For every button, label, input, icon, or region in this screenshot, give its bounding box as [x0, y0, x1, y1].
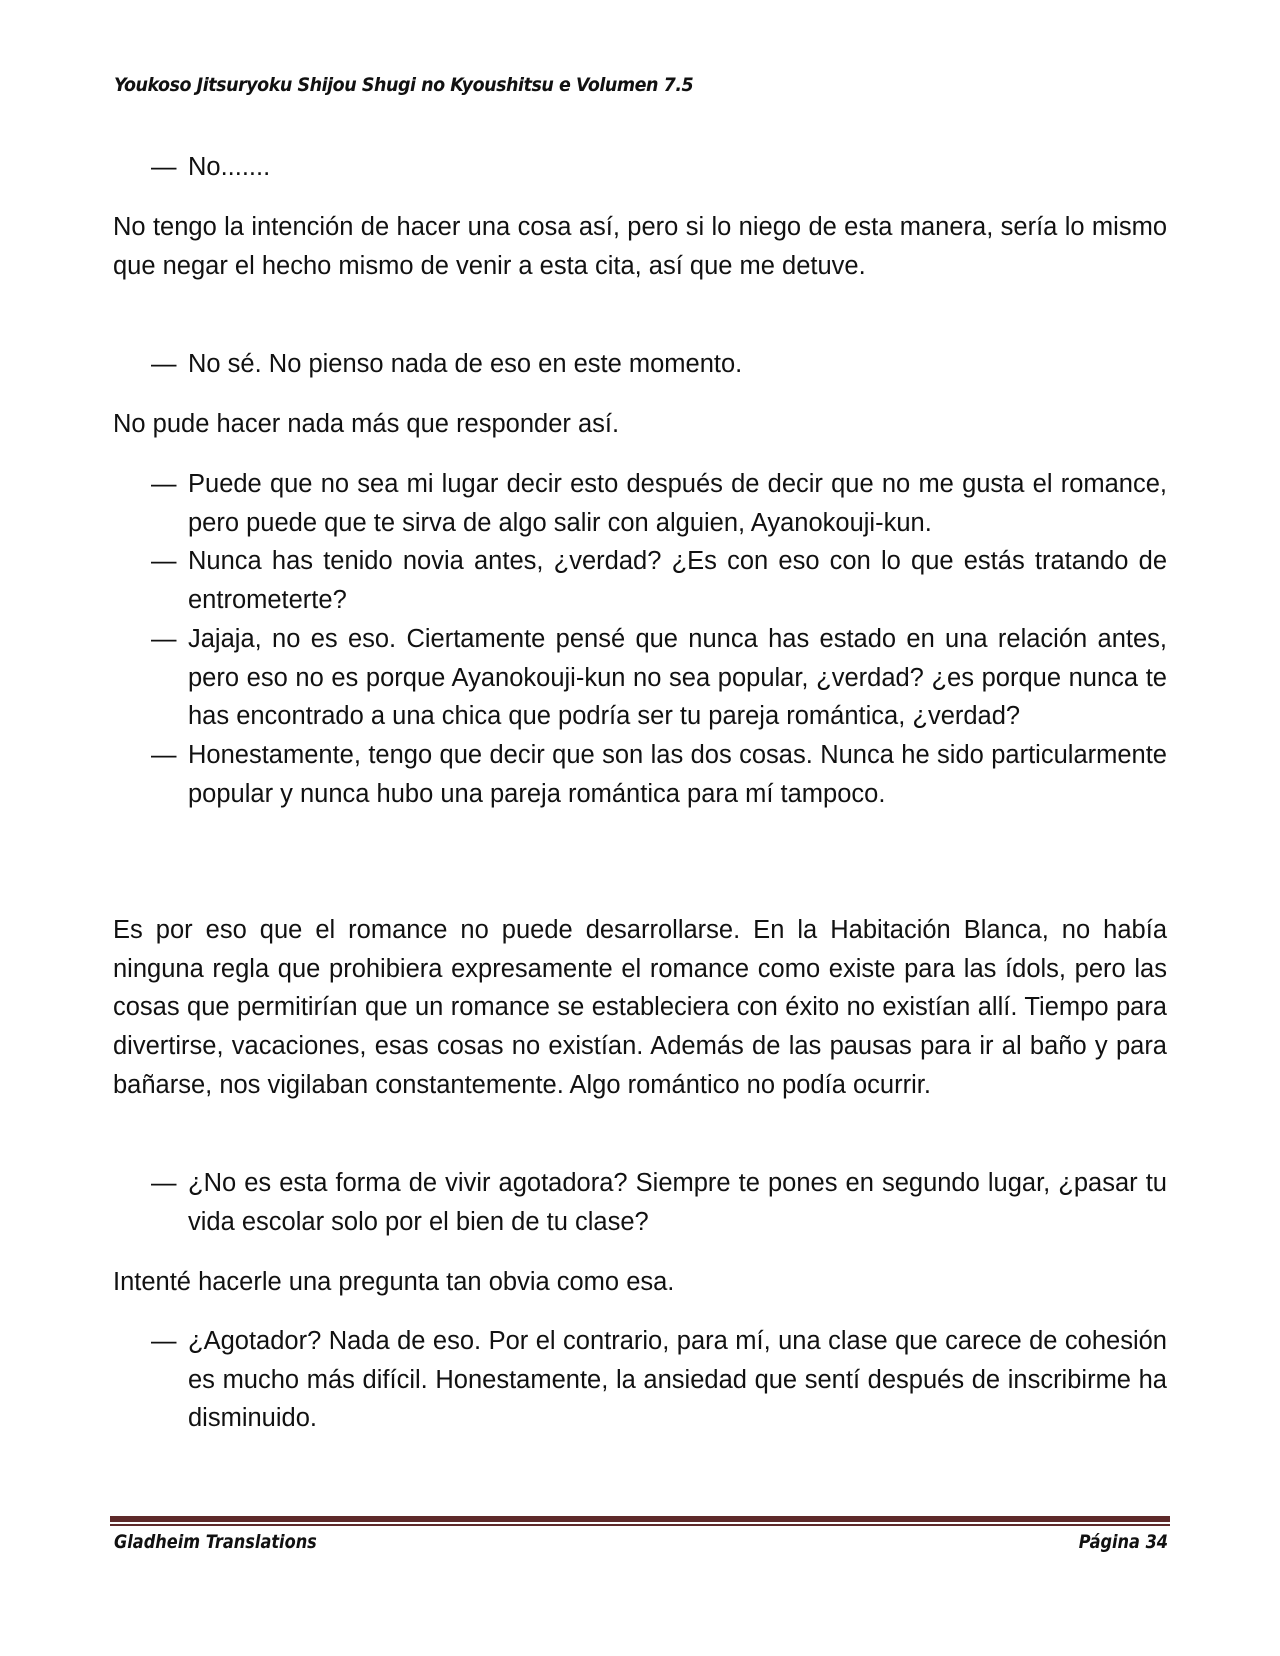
dialogue-line — [151, 1322, 1167, 1438]
dialogue-line — [151, 345, 1167, 384]
dialogue-line — [151, 620, 1167, 736]
footer-credit: Gladheim Translations — [114, 1531, 317, 1553]
dialogue-line — [151, 465, 1167, 542]
running-header: Youkoso Jitsuryoku Shijou Shugi no Kyoushitsu e Volumen 7.5 — [114, 74, 694, 96]
paragraph: Es por eso que el romance no puede desarrollarse. En la Habitación Blanca, no había ninguna regla que prohibiera expresamente el romance como existe para las ídols, pero las cosas que permitirían que un romance se estableciera con éxito no existían allí. Tiempo para divertirse, vacaciones, esas cosas no existían. Además de las pausas para ir al baño y para bañarse, nos vigilaban constantemente. Algo romántico no podía ocurrir. — [113, 916, 1167, 1099]
dialogue-block — [151, 465, 1167, 813]
page-number: Página 34 — [1078, 1531, 1168, 1553]
dialogue-text: No....... — [188, 153, 271, 181]
paragraph: Intenté hacerle una pregunta tan obvia como esa. — [113, 1268, 675, 1296]
dialogue-line — [151, 148, 1167, 187]
dialogue-text: ¿No es esta forma de vivir agotadora? Siempre te pones en segundo lugar, ¿pasar tu vida escolar solo por el bien de tu clase? — [188, 1169, 1167, 1236]
dialogue-line — [151, 1164, 1167, 1241]
dialogue-block — [151, 1322, 1167, 1438]
dialogue-dash: — — [151, 1327, 177, 1355]
dialogue-line — [151, 542, 1167, 619]
dialogue-text: Nunca has tenido novia antes, ¿verdad? ¿Es con eso con lo que estás tratando de entrometerte? — [188, 547, 1167, 615]
dialogue-dash: — — [151, 547, 177, 576]
dialogue-dash: — — [151, 740, 177, 769]
dialogue-block — [151, 148, 1167, 187]
paragraph: No pude hacer nada más que responder así. — [113, 410, 620, 438]
dialogue-dash: — — [151, 624, 177, 653]
dialogue-dash: — — [151, 1169, 177, 1197]
footer-rule — [110, 1516, 1170, 1522]
dialogue-text: ¿Agotador? Nada de eso. Por el contrario, para mí, una clase que carece de cohesión es mucho más difícil. Honestamente, la ansiedad que sentí después de inscribirme ha disminuido. — [188, 1327, 1167, 1433]
dialogue-dash: — — [151, 350, 177, 378]
dialogue-text: Honestamente, tengo que decir que son las dos cosas. Nunca he sido particularmente popular y nunca hubo una pareja romántica para mí tampoco. — [188, 740, 1167, 808]
dialogue-block — [151, 1164, 1167, 1241]
footer-rule-thin — [110, 1524, 1170, 1526]
dialogue-text: Jajaja, no es eso. Ciertamente pensé que nunca has estado en una relación antes, pero eso no es porque Ayanokouji-kun no sea popular, ¿verdad? ¿es porque nunca te has encontrado a una chica que podría ser tu pareja romántica, ¿verdad? — [188, 624, 1167, 731]
dialogue-block — [151, 345, 1167, 384]
dialogue-dash: — — [151, 470, 177, 498]
paragraph: No tengo la intención de hacer una cosa así, pero si lo niego de esta manera, sería lo mismo que negar el hecho mismo de venir a esta cita, así que me detuve. — [113, 213, 1167, 280]
dialogue-line — [151, 736, 1167, 813]
dialogue-text: No sé. No pienso nada de eso en este momento. — [188, 350, 743, 378]
dialogue-dash: — — [151, 153, 177, 181]
dialogue-text: Puede que no sea mi lugar decir esto después de decir que no me gusta el romance, pero puede que te sirva de algo salir con alguien, Ayanokouji-kun. — [188, 470, 1167, 537]
